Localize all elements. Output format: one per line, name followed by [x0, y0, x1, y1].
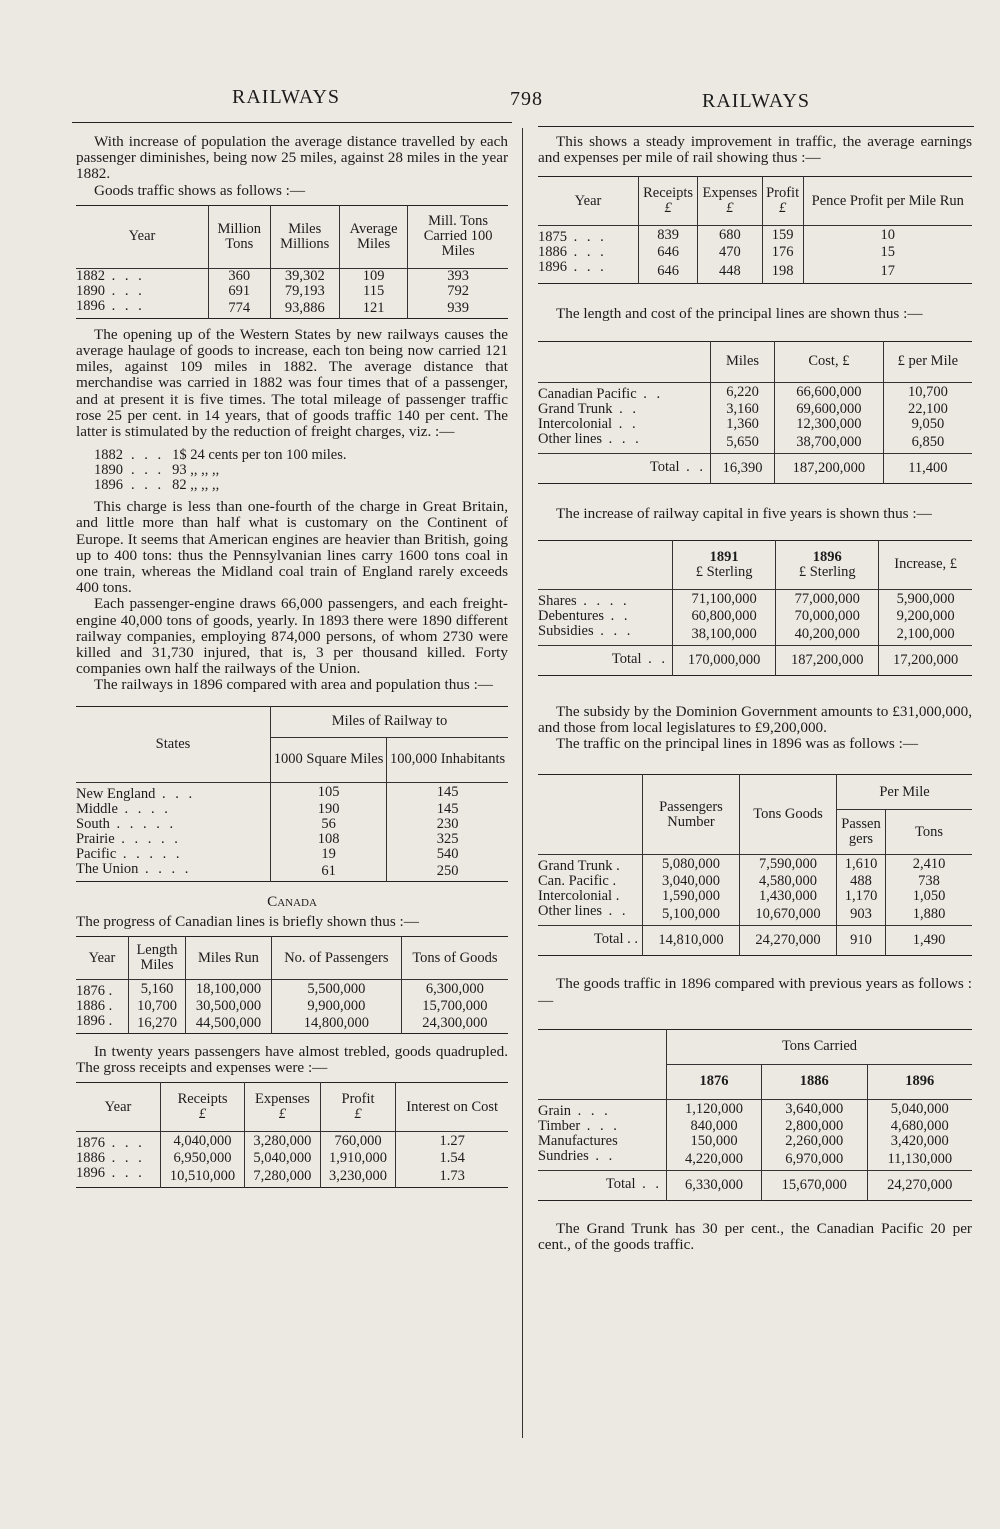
paragraph: The traffic on the principal lines in 1896 was as follows :— [556, 735, 919, 753]
pound-sign: £ [198, 1106, 207, 1123]
col-header: Receipts [177, 1091, 228, 1108]
paragraph: Each passenger-engine draws 66,000 passengers, and each freight-engine 40,000 tons of goods, yearly. In 1893 there were 1890 different railway companies, employing 874,000 persons, of whom 2730 were killed and 31,730 injured, that is, 3 per thousand killed. Forty companies own half the railways of the Union. [76, 595, 508, 678]
traffic-table [538, 774, 972, 956]
table-row: New England . . . 105 145 [76, 782, 508, 802]
right-column [538, 134, 972, 1253]
table-row: Sundries . . 4,220,000 6,970,000 11,130,000 [538, 1149, 972, 1171]
goods-traffic-table [76, 205, 508, 319]
table-row: Other lines . . 5,100,000 10,670,000 903 1,880 [538, 904, 972, 926]
table-row: The Union . . . . 61 250 [76, 862, 508, 882]
principal-lines-table [538, 341, 972, 484]
col-header: Cost, £ [775, 341, 884, 382]
section-heading-canada: Canada [267, 892, 317, 910]
col-header: Increase, £ [879, 540, 972, 589]
per-mile-table [538, 176, 972, 284]
col-header-group: Miles of Railway to [271, 706, 509, 737]
col-header: Passengers Number [643, 775, 740, 855]
paragraph: The railways in 1896 compared with area and population thus :— [94, 676, 493, 694]
pound-sign: £ [278, 1106, 287, 1123]
col-header: Million Tons [209, 205, 271, 268]
paragraph: In twenty years passengers have almost trebled, goods quadrupled. The gross receipts and expenses were :— [76, 1043, 508, 1077]
col-header: 100,000 Inhabitants [387, 737, 508, 782]
col-header: Profit [341, 1091, 375, 1108]
left-header-rule [72, 122, 512, 123]
paragraph: The opening up of the Western States by new railways causes the average haulage of goods to increase, each ton being now carried 121 miles, against 109 miles in 1882. The average distance that merchandise was carried in 1882 was four times that of a passenger, and at present it is five times. The total mileage of passenger traffic rose 25 per cent. in 14 years, that of goods traffic 140 per cent. The latter is stimulated by the reduction of freight charges, viz. :— [76, 325, 508, 441]
paragraph: The increase of railway capital in five years is shown thus :— [556, 504, 932, 522]
table-row: 1896 . 16,270 44,500,000 14,800,000 24,300,000 [76, 1014, 508, 1034]
total-row: Total . . 6,330,000 15,670,000 24,270,000 [538, 1170, 972, 1200]
table-row: Can. Pacific . 3,040,000 4,580,000 488 738 [538, 874, 972, 889]
table-row: Other lines . . . 5,650 38,700,000 6,850 [538, 432, 972, 454]
col-header: Tons Goods [740, 775, 837, 855]
table-row: 1882 . . . 360 39,302 109 393 [76, 268, 508, 284]
col-header: Year [88, 949, 116, 966]
rate-row: 1882 . . . 1$ 24 cents per ton 100 miles. [94, 447, 347, 464]
col-header-group: Per Mile [837, 775, 973, 810]
table-row: 1890 . . . 691 79,193 115 792 [76, 284, 508, 299]
paragraph: The length and cost of the principal lines are shown thus :— [556, 305, 923, 323]
table-row: 1876 . . . 4,040,000 3,280,000 760,000 1.27 [76, 1132, 508, 1152]
table-row: 1886 . 10,700 30,500,000 9,900,000 15,700,000 [76, 999, 508, 1014]
col-header: 1891 [709, 548, 739, 565]
col-subheader: £ Sterling [798, 563, 856, 580]
col-header: Tons of Goods [401, 937, 508, 980]
col-header: 1896 [905, 1073, 935, 1090]
rate-row: 1896 . . . 82 ,, ,, ,, [94, 477, 220, 494]
col-header: Interest on Cost [396, 1083, 508, 1132]
table-row: Subsidies . . . 38,100,000 40,200,000 2,100,000 [538, 624, 972, 646]
col-header: Passengers [837, 810, 886, 855]
table-row: Canadian Pacific . . 6,220 66,600,000 10,700 [538, 382, 972, 402]
col-header: Expenses [702, 185, 758, 202]
table-row: Prairie . . . . . 108 325 [76, 832, 508, 847]
col-header: Miles Millions [270, 205, 339, 268]
table-row: Grain . . . 1,120,000 3,640,000 5,040,000 [538, 1099, 972, 1119]
col-header: 1896 [812, 548, 842, 565]
capital-table [538, 540, 972, 676]
freight-rates [90, 448, 351, 493]
paragraph: This shows a steady improvement in traffic, the average earnings and expenses per mile of rail showing thus :— [538, 133, 972, 167]
total-row: Total . . 170,000,000 187,200,000 17,200,000 [538, 645, 972, 675]
paragraph: Goods traffic shows as follows :— [94, 181, 306, 199]
pound-sign: £ [726, 200, 734, 217]
table-row: Shares . . . . 71,100,000 77,000,000 5,900,000 [538, 589, 972, 609]
table-row: Pacific . . . . . 19 540 [76, 847, 508, 862]
col-header: Miles Run [186, 937, 272, 980]
pound-sign: £ [664, 200, 672, 217]
paragraph: The Grand Trunk has 30 per cent., the Canadian Pacific 20 per cent., of the goods traffic. [538, 1219, 972, 1254]
paragraph: The progress of Canadian lines is briefly shown thus :— [76, 912, 419, 930]
col-header [538, 341, 711, 382]
table-row: South . . . . . 56 230 [76, 817, 508, 832]
col-header: No. of Passengers [271, 937, 401, 980]
col-header: Expenses [255, 1091, 310, 1108]
right-running-header: RAILWAYS [702, 90, 811, 112]
table-row: Manufactures 150,000 2,260,000 3,420,000 [538, 1134, 972, 1149]
col-header: 1886 [799, 1073, 829, 1090]
col-header: Tons [886, 810, 973, 855]
col-header: Year [104, 1098, 132, 1115]
canada-progress-table [76, 936, 508, 1034]
table-row: Timber . . . 840,000 2,800,000 4,680,000 [538, 1119, 972, 1134]
table-row: 1896 . . . 646 448 198 17 [538, 260, 972, 284]
paragraph: The goods traffic in 1896 compared with previous years as follows :— [538, 975, 972, 1009]
table-row: Grand Trunk . 5,080,000 7,590,000 1,610 2,410 [538, 855, 972, 875]
goods-comparison-table [538, 1029, 972, 1201]
table-row: 1886 . . . 6,950,000 5,040,000 1,910,000 1.54 [76, 1151, 508, 1166]
table-row: Debentures . . 60,800,000 70,000,000 9,200,000 [538, 609, 972, 624]
col-header: Year [574, 192, 602, 209]
states-table [76, 706, 508, 882]
table-row: Middle . . . . 190 145 [76, 802, 508, 817]
table-row: 1896 . . . 10,510,000 7,280,000 3,230,000 1.73 [76, 1166, 508, 1188]
pound-sign: £ [778, 200, 787, 217]
left-column [76, 134, 508, 1196]
col-header: Receipts [643, 185, 694, 202]
total-row: Total . . 14,810,000 24,270,000 910 1,490 [538, 926, 972, 956]
col-header: Miles [711, 341, 775, 382]
left-running-header: RAILWAYS [232, 86, 341, 108]
col-header: 1000 Square Miles [271, 737, 387, 782]
table-row: 1886 . . . 646 470 176 15 [538, 245, 972, 260]
table-row: 1875 . . . 839 680 159 10 [538, 226, 972, 246]
col-header: £ per Mile [883, 341, 972, 382]
col-header: States [155, 735, 191, 752]
right-header-rule [538, 126, 974, 127]
page-number: 798 [510, 88, 543, 110]
paragraph: The subsidy by the Dominion Government amounts to £31,000,000, and those from local legislatures to £9,200,000. [538, 702, 972, 737]
table-row: Grand Trunk . . 3,160 69,600,000 22,100 [538, 402, 972, 417]
paragraph: With increase of population the average distance travelled by each passenger diminishes, being now 25 miles, against 28 miles in the year 1882. [76, 133, 508, 183]
col-header: Length Miles [129, 937, 186, 980]
pound-sign: £ [354, 1106, 362, 1123]
table-row: 1876 . 5,160 18,100,000 5,500,000 6,300,000 [76, 980, 508, 1000]
col-header: Profit [766, 185, 800, 202]
table-row: 1896 . . . 774 93,886 121 939 [76, 299, 508, 319]
col-header: Pence Profit per Mile Run [803, 177, 972, 226]
col-header: Year [128, 228, 156, 245]
table-row: Intercolonial . . 1,360 12,300,000 9,050 [538, 417, 972, 432]
col-header: Mill. Tons Carried 100 Miles [408, 205, 508, 268]
paragraph: This charge is less than one-fourth of the charge in Great Britain, and little more than half what is customary on the Continent of Europe. It seems that American engines are heavier than British, going up to 400 tons: thus the Pennsylvanian lines carry 1600 tons coal in one train, whereas the Midland coal train of England rarely exceeds 400 tons. [76, 498, 508, 597]
col-subheader: £ Sterling [695, 563, 753, 580]
total-row: Total . . 16,390 187,200,000 11,400 [538, 453, 972, 483]
col-header-group: Tons Carried [667, 1029, 973, 1064]
receipts-expenses-table [76, 1082, 508, 1188]
rate-row: 1890 . . . 93 ,, ,, ,, [94, 462, 220, 479]
column-divider [522, 128, 523, 1438]
col-header: 1876 [699, 1073, 729, 1090]
col-header: Average Miles [339, 205, 407, 268]
table-row: Intercolonial . 1,590,000 1,430,000 1,170 1,050 [538, 889, 972, 904]
